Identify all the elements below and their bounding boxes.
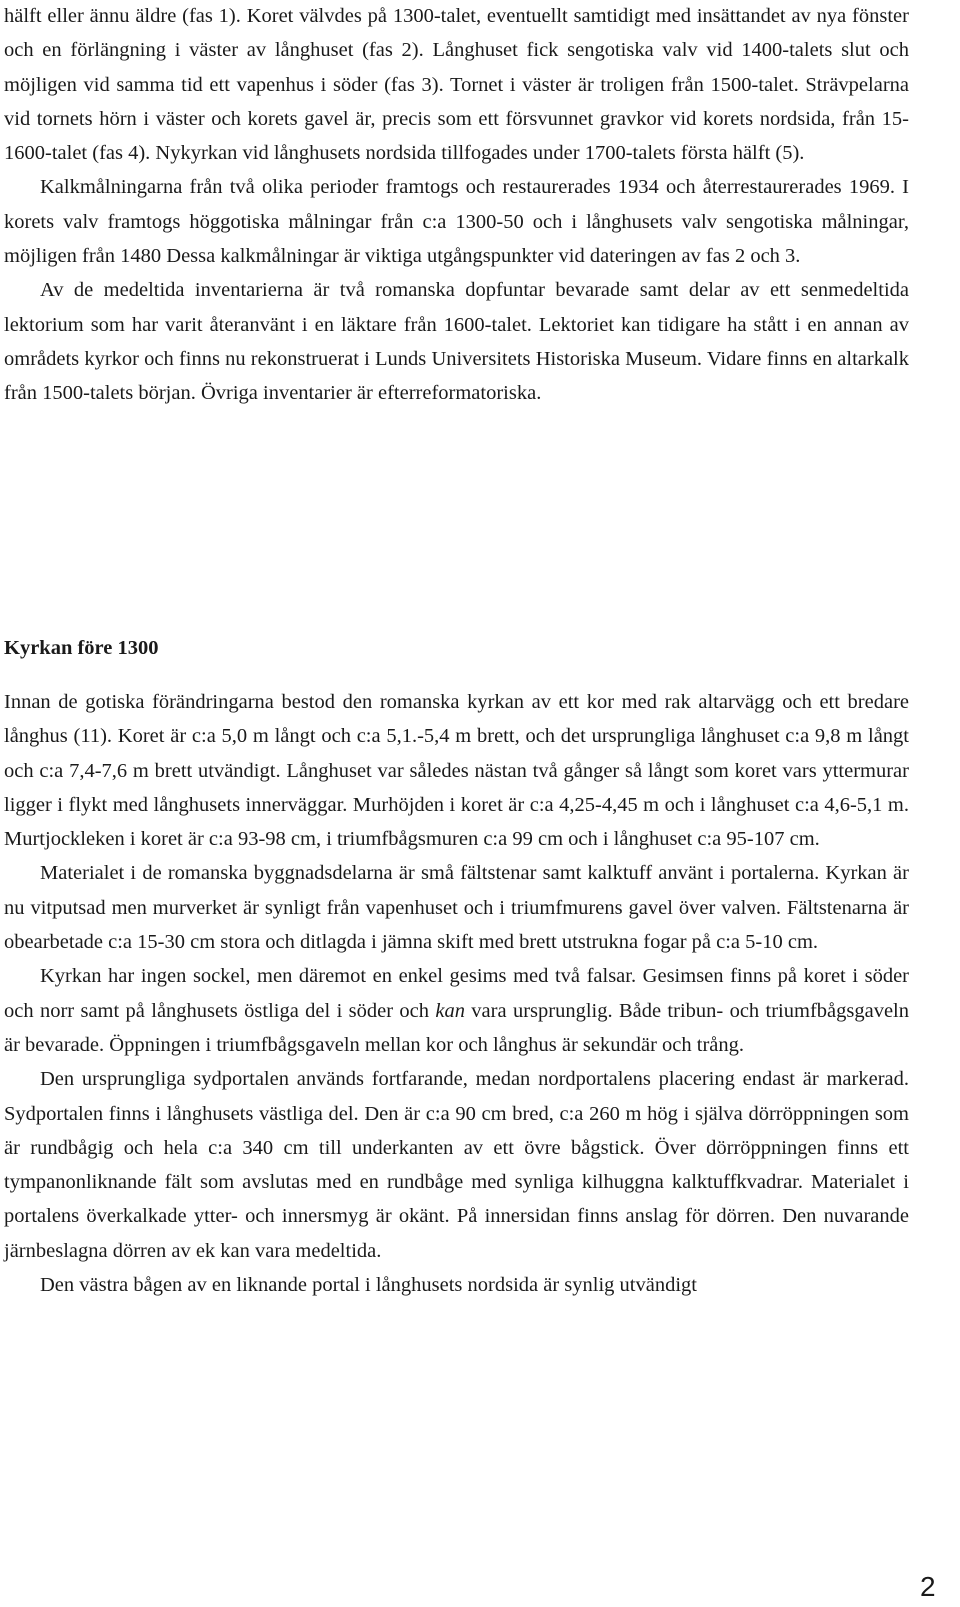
cornice-text-end: vara ursprunglig. Både tribun- och triumfbågsgaveln är bevarade. Öppningen i triumfbågsgaveln mellan kor och långhus är sekundär och trång. (4, 999, 909, 1056)
cornice-emphasis: kan (435, 999, 465, 1022)
section-heading: Kyrkan före 1300 (4, 637, 159, 659)
paragraph-north-portal: Den västra bågen av en liknande portal i långhusets nordsida är synlig utvändigt (40, 1274, 697, 1297)
paragraph-romanesque-church: Innan de gotiska förändringarna bestod den romanska kyrkan av ett kor med rak altarvägg och ett bredare långhus (11). Koret är c:a 5,0 m långt och c:a 5,1.-5,4 m brett, och det ursprungliga långhuset c:a 9,8 m långt och c:a 7,4-7,6 m brett utvändigt. Långhuset var således nästan två gånger så långt som koret vars yttermurar ligger i flykt med långhusets innerväggar. Murhöjden i koret är c:a 4,25-4,45 m och i långhuset c:a 4,6-5,1 m. Murtjockleken i koret är c:a 93-98 cm, i triumfbågsmuren c:a 99 cm och i långhuset c:a 95-107 cm. (4, 691, 909, 851)
paragraph-cornice (4, 959, 909, 1062)
continued-text (4, 0, 909, 411)
page-number: 2 (920, 1571, 936, 1602)
paragraph-wall-paintings: Kalkmålningarna från två olika perioder framtogs och restaurerades 1934 och återrestaurerades 1969. I korets valv framtogs höggotiska målningar från c:a 1300-50 och i långhusets valv sengotiska målningar, möjligen från 1480 Dessa kalkmålningar är viktiga utgångspunkter vid dateringen av fas 2 och 3. (4, 176, 909, 268)
section-text (4, 685, 909, 1302)
paragraph-south-portal: Den ursprungliga sydportalen används fortfarande, medan nordportalens placering endast är markerad. Sydportalen finns i långhusets västliga del. Den är c:a 90 cm bred, c:a 260 m hög i själva dörröppningen som är rundbågig och hela c:a 340 cm till underkanten av ett övre bågstick. Över dörröppningen finns ett tympanonliknande fält som avslutas med en rundbåge med synliga kilhuggna kalktuffkvadrar. Materialet i portalens överkalkade ytter- och innersmyg är okänt. På innersidan finns anslag för dörren. Den nuvarande järnbeslagna dörren av ek kan vara medeltida. (4, 1068, 909, 1262)
paragraph-materials: Materialet i de romanska byggnadsdelarna är små fältstenar samt kalktuff använt i portalerna. Kyrkan är nu vitputsad men murverket är synligt från vapenhuset och i triumfmurens gavel över valven. Fältstenarna är obearbetade c:a 15-30 cm stora och ditlagda i jämna skift med brett utstrukna fogar på c:a 5-10 cm. (4, 862, 909, 954)
cornice-text-start: Kyrkan har ingen sockel, men däremot en enkel gesims med två falsar. Gesimsen finns på koret i söder och norr samt på långhusets östliga del i söder och (4, 965, 909, 1022)
paragraph-inventories: Av de medeltida inventarierna är två romanska dopfuntar bevarade samt delar av ett senmedeltida lektorium som har varit återanvänt i en läktare från 1600-talet. Lektoriet kan tidigare ha stått i en annan av områdets kyrkor och finns nu rekonstruerat i Lunds Universitets Historiska Museum. Vidare finns en altarkalk från 1500-talets början. Övriga inventarier är efterreformatoriska. (4, 279, 909, 405)
paragraph-church-phases: hälft eller ännu äldre (fas 1). Koret välvdes på 1300-talet, eventuellt samtidigt med insättandet av nya fönster och en förlängning i väster av långhuset (fas 2). Långhuset fick sengotiska valv vid 1400-talets slut och möjligen vid samma tid ett vapenhus i söder (fas 3). Tornet i väster är troligen från 1500-talet. Strävpelarna vid tornets hörn i väster och korets gavel är, precis som ett försvunnet gravkor vid korets nordsida, från 15-1600-talet (fas 4). Nykyrkan vid långhusets nordsida tillfogades under 1700-talets första hälft (5). (4, 5, 909, 165)
